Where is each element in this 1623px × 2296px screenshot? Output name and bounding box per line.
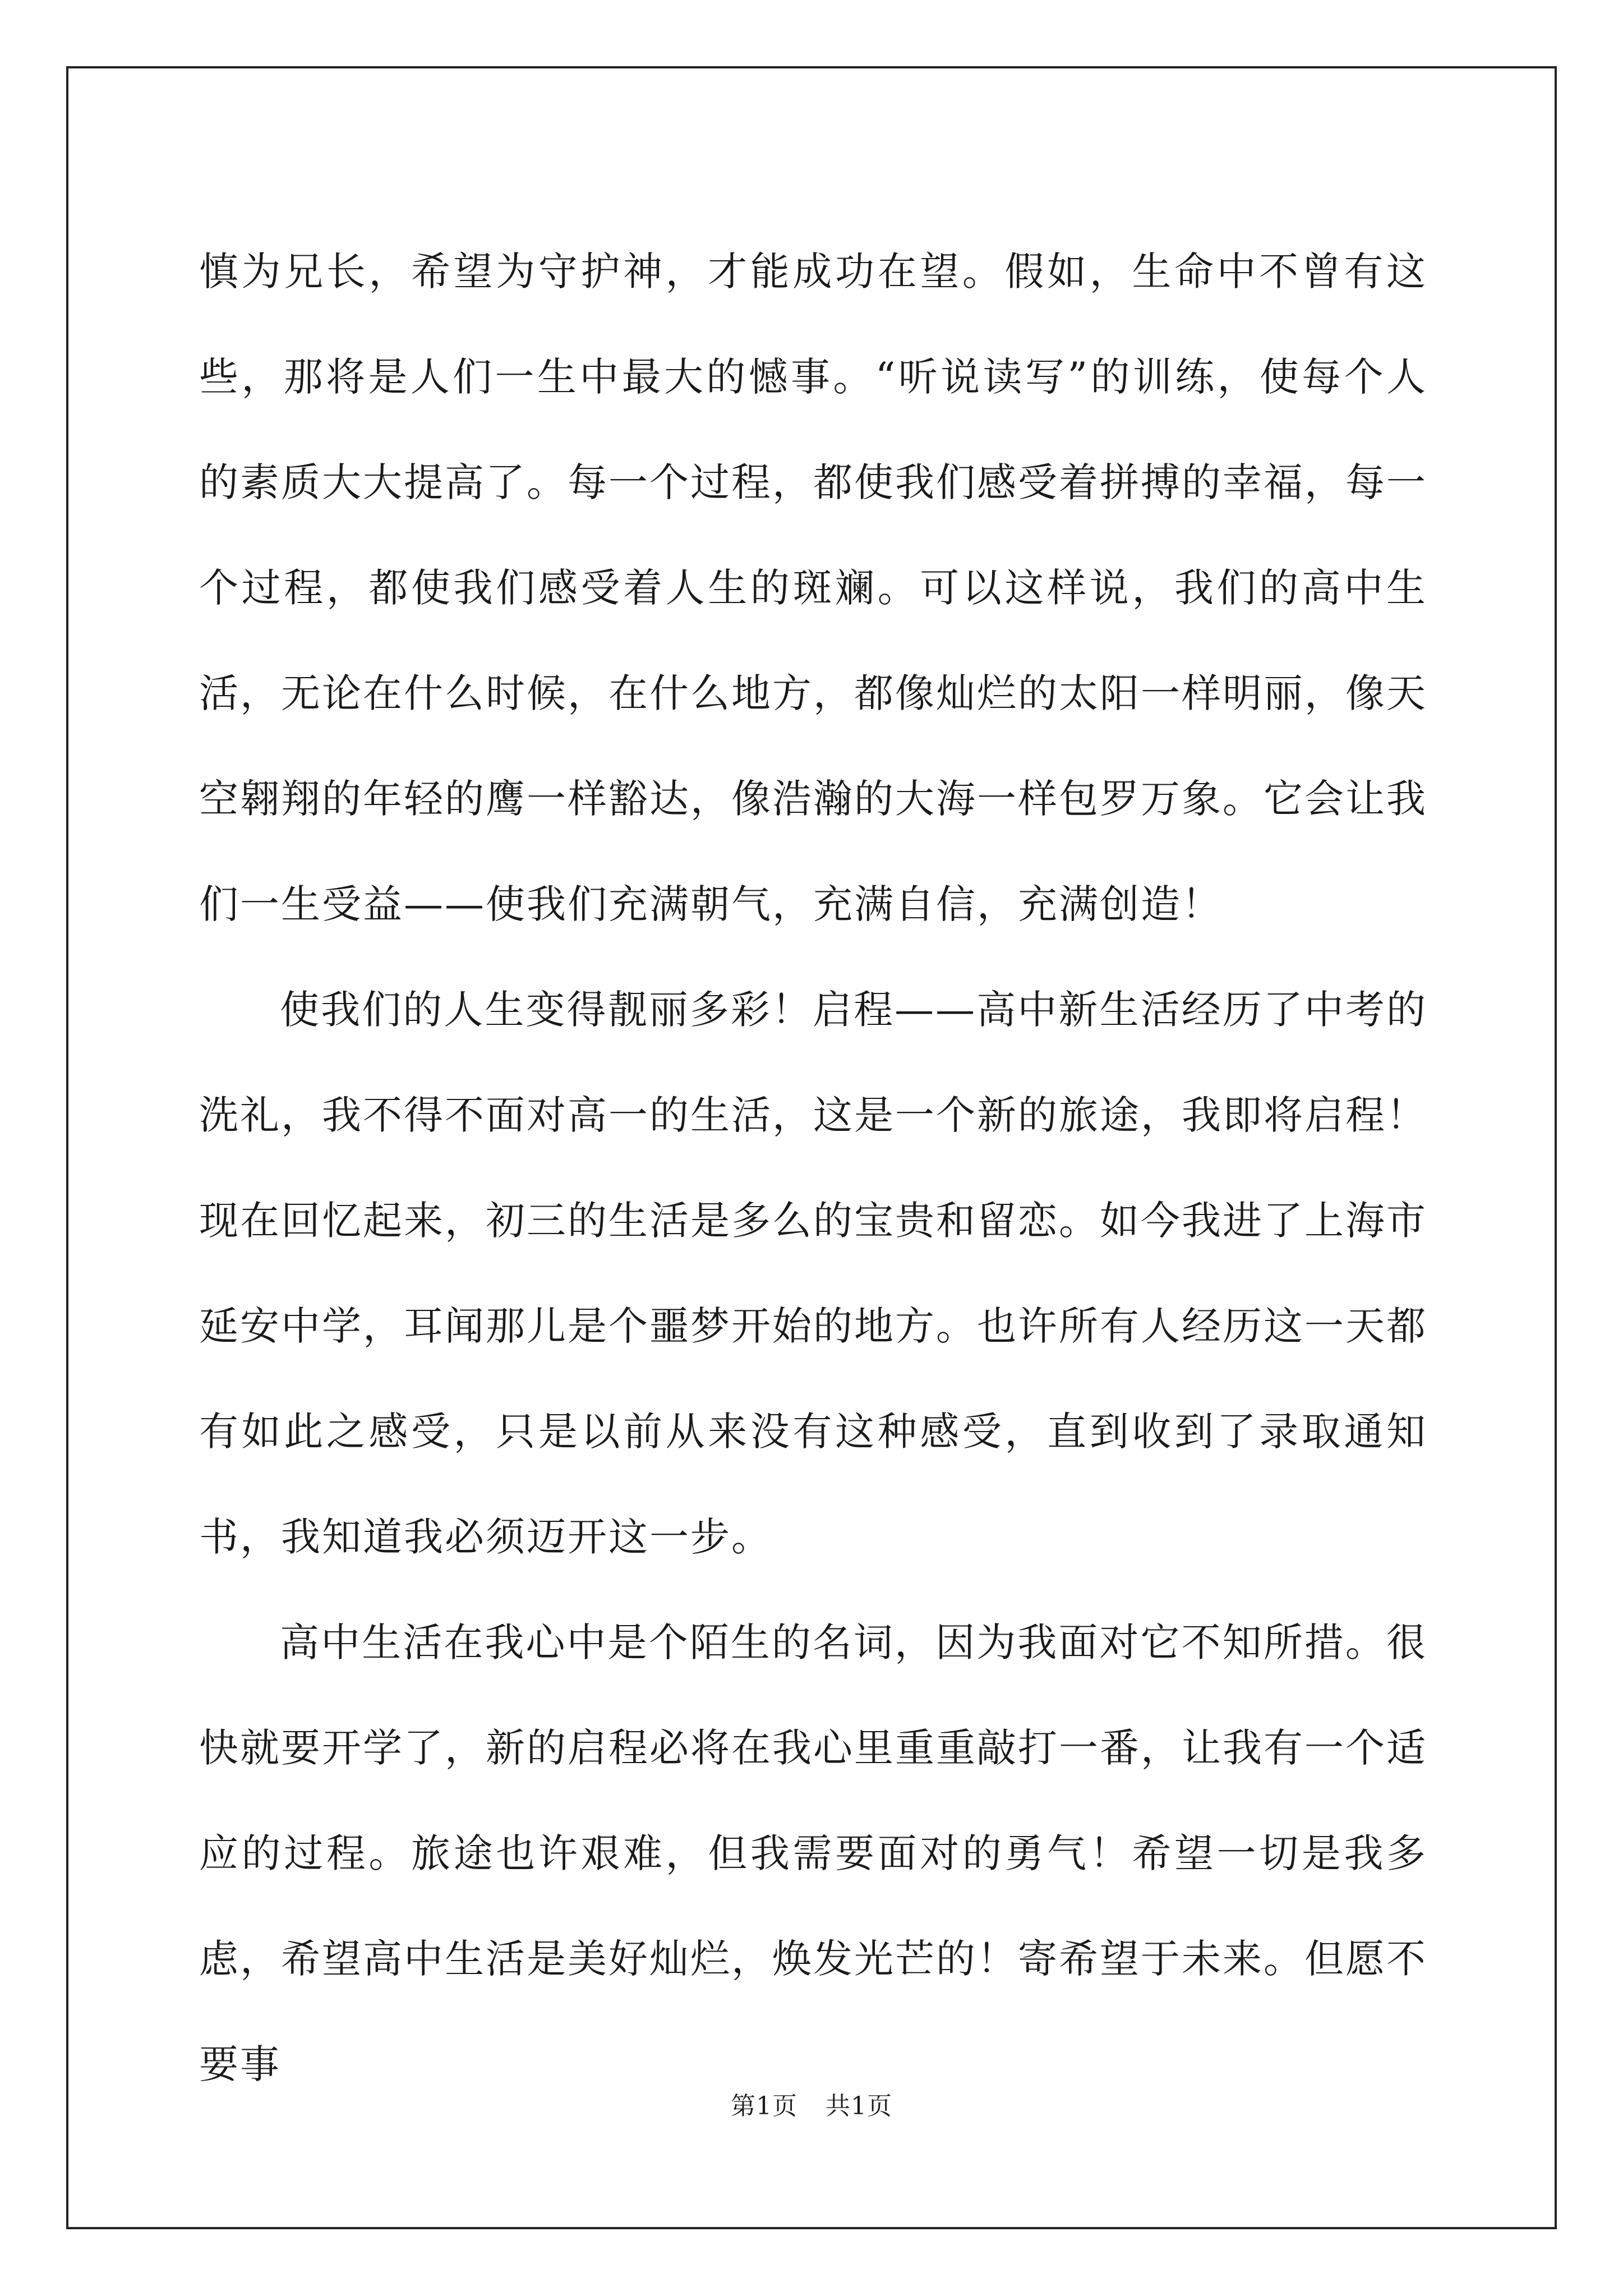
- document-body: [199, 219, 1427, 2117]
- page-number-current: 第1页: [731, 2092, 797, 2120]
- page-footer: [0, 2086, 1623, 2122]
- paragraph-1: 慎为兄长，希望为守护神，才能成功在望。假如，生命中不曾有这些，那将是人们一生中最大的憾事。“听说读写”的训练，使每个人的素质大大提高了。每一个过程，都使我们感受着拼搏的幸福，每一个过程，都使我们感受着人生的斑斓。可以这样说，我们的高中生活，无论在什么时候，在什么地方，都像灿烂的太阳一样明丽，像天空翱翔的年轻的鹰一样豁达，像浩瀚的大海一样包罗万象。它会让我们一生受益——使我们充满朝气，充满自信，充满创造！: [199, 249, 1427, 927]
- page-number-total: 共1页: [826, 2092, 892, 2120]
- paragraph-2: 使我们的人生变得靓丽多彩！启程——高中新生活经历了中考的洗礼，我不得不面对高一的生活，这是一个新的旅途，我即将启程！现在回忆起来，初三的生活是多么的宝贵和留恋。如今我进了上海市延安中学，耳闻那儿是个噩梦开始的地方。也许所有人经历这一天都有如此之感受，只是以前从来没有这种感受，直到收到了录取通知书，我知道我必须迈开这一步。: [199, 987, 1427, 1560]
- paragraph-3: 高中生活在我心中是个陌生的名词，因为我面对它不知所措。很快就要开学了，新的启程必将在我心里重重敲打一番，让我有一个适应的过程。旅途也许艰难，但我需要面对的勇气！希望一切是我多虑，希望高中生活是美好灿烂，焕发光芒的！寄希望于未来。但愿不要事: [199, 1619, 1427, 2087]
